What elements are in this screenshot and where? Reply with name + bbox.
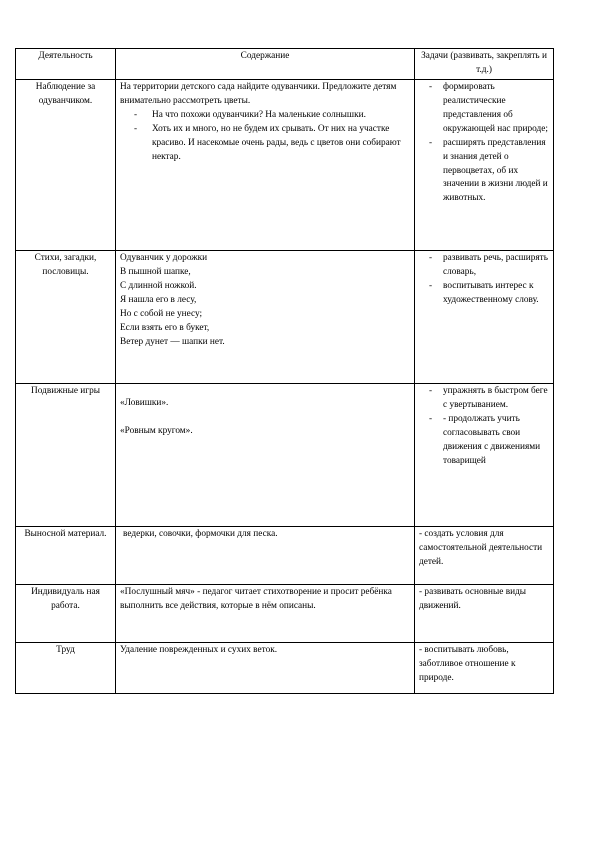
tasks-text: - воспитывать любовь, заботливое отношение к природе.	[419, 644, 516, 683]
poem-line: В пышной шапке,	[120, 266, 191, 277]
tasks-cell	[415, 642, 554, 693]
activity-cell: Труд	[16, 642, 116, 693]
tasks-list	[419, 385, 549, 469]
poem-line: Но с собой не унесу;	[120, 308, 203, 319]
poem-line: Одуванчик у дорожки	[120, 252, 208, 263]
tasks-list	[419, 252, 549, 308]
activity-cell: Наблюдение за одуванчиком.	[16, 79, 116, 250]
content-list	[120, 109, 410, 165]
table-row	[16, 250, 554, 383]
activity-cell: Выносной материал.	[16, 526, 116, 584]
activity-cell: Подвижные игры	[16, 383, 116, 526]
activity-cell: Стихи, загадки, пословицы.	[16, 250, 116, 383]
header-activity: Деятельность	[16, 49, 116, 80]
content-cell	[116, 584, 415, 642]
table-row	[16, 79, 554, 250]
content-cell	[116, 526, 415, 584]
game-item: «Ловишки».	[120, 397, 169, 408]
tasks-cell	[415, 79, 554, 250]
tasks-text: - развивать основные виды движений.	[419, 586, 527, 611]
list-item: - - продолжать учить согласовывать свои движения с движениями товарищей	[443, 413, 549, 469]
game-item: «Ровным кругом».	[120, 425, 193, 436]
table-row	[16, 383, 554, 526]
poem-line: Я нашла его в лесу,	[120, 294, 197, 305]
list-item: - формировать реалистические представления об окружающей нас природе;	[443, 81, 549, 137]
tasks-cell	[415, 383, 554, 526]
tasks-cell	[415, 250, 554, 383]
tasks-list	[419, 81, 549, 206]
poem-line: Ветер дунет — шапки нет.	[120, 336, 225, 347]
content-text: «Послушный мяч» - педагог читает стихотворение и просит ребёнка выполнить все действия, которые в нём описаны.	[120, 586, 392, 611]
header-tasks: Задачи (развивать, закреплять и т.д.)	[415, 49, 554, 80]
content-text: ведерки, совочки, формочки для песка.	[123, 528, 278, 539]
list-item: - упражнять в быстром беге с увертыванием.	[443, 385, 549, 413]
poem-line: Если взять его в букет,	[120, 322, 210, 333]
tasks-text: - создать условия для самостоятельной деятельности детей.	[419, 528, 543, 567]
table-row	[16, 526, 554, 584]
list-item: - развивать речь, расширять словарь,	[443, 252, 549, 280]
list-item: - расширять представления и знания детей о первоцветах, об их значении в жизни людей и животных.	[443, 137, 549, 207]
content-cell	[116, 79, 415, 250]
tasks-cell	[415, 526, 554, 584]
content-text: Удаление поврежденных и сухих веток.	[120, 644, 278, 655]
list-item: - На что похожи одуванчики? На маленькие солнышки.	[152, 109, 410, 123]
poem-line: С длинной ножкой.	[120, 280, 197, 291]
list-item: - воспитывать интерес к художественному слову.	[443, 280, 549, 308]
table-row	[16, 584, 554, 642]
activity-cell: Индивидуаль ная работа.	[16, 584, 116, 642]
header-content: Содержание	[116, 49, 415, 80]
content-cell	[116, 642, 415, 693]
content-cell	[116, 250, 415, 383]
header-row	[16, 49, 554, 80]
plan-table	[15, 48, 554, 694]
tasks-cell	[415, 584, 554, 642]
content-intro: На территории детского сада найдите одуванчики. Предложите детям внимательно рассмотреть цветы.	[120, 81, 397, 106]
table-row	[16, 642, 554, 693]
content-cell	[116, 383, 415, 526]
list-item: - Хоть их и много, но не будем их срывать. От них на участке красиво. И насекомые очень рады, ведь с цветов они собирают нектар.	[152, 123, 410, 165]
